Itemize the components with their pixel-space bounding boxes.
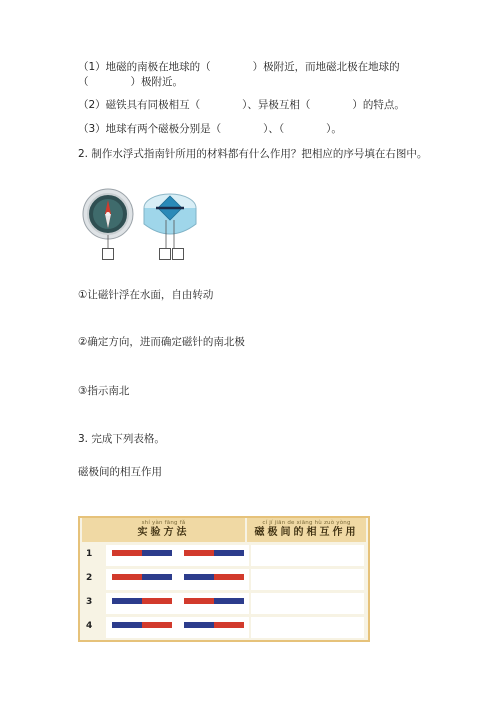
- q2-line: （2）磁铁具有同极相互（ ）、异极互相（ ）的特点。: [78, 99, 405, 111]
- magnet-bar: [112, 550, 172, 556]
- header-method-label: 实验方法: [137, 527, 190, 538]
- q3-line: （3）地球有两个磁极分别是（ ）、（ ）。: [78, 123, 342, 135]
- row-number: 3: [86, 597, 93, 607]
- answer-box-1[interactable]: [102, 248, 114, 260]
- method-cell: [106, 545, 249, 566]
- table-row: [84, 593, 368, 614]
- q1-line2: （ ）极附近。: [78, 76, 183, 88]
- compass-figure: [80, 186, 210, 262]
- option-3: ③指示南北: [78, 385, 130, 397]
- table-row: [84, 617, 368, 638]
- magnet-bar: [184, 622, 244, 628]
- result-cell[interactable]: [251, 593, 364, 614]
- result-cell[interactable]: [251, 569, 364, 590]
- magnet-bar: [184, 574, 244, 580]
- table-row: [84, 569, 368, 590]
- method-cell: [106, 569, 249, 590]
- magnet-bar: [184, 598, 244, 604]
- interaction-table: [78, 516, 370, 642]
- row-number: 1: [86, 549, 93, 559]
- row-number: 2: [86, 573, 93, 583]
- option-1: ①让磁针浮在水面，自由转动: [78, 289, 214, 301]
- option-2: ②确定方向，进而确定磁针的南北极: [78, 336, 245, 348]
- header-interaction-pinyin: cí jí jiān de xiāng hù zuò yòng: [262, 520, 351, 526]
- method-cell: [106, 593, 249, 614]
- result-cell[interactable]: [251, 617, 364, 638]
- row-number: 4: [86, 621, 93, 631]
- item3-title: 3. 完成下列表格。: [78, 433, 165, 445]
- answer-box-3[interactable]: [172, 248, 184, 260]
- table-row: [84, 545, 368, 566]
- q1-line1: （1）地磁的南极在地球的（ ）极附近，而地磁北极在地球的: [78, 61, 400, 73]
- magnet-bar: [112, 598, 172, 604]
- magnet-bar: [184, 550, 244, 556]
- header-interaction-label: 磁极间的相互作用: [254, 527, 359, 538]
- header-method-pinyin: shí yàn fāng fǎ: [141, 520, 186, 526]
- magnet-bar: [112, 622, 172, 628]
- table-caption: 磁极间的相互作用: [78, 466, 162, 478]
- result-cell[interactable]: [251, 545, 364, 566]
- magnet-bar: [112, 574, 172, 580]
- header-interaction: [247, 518, 366, 542]
- header-method: [82, 518, 245, 542]
- item2-title: 2. 制作水浮式指南针所用的材料都有什么作用？把相应的序号填在右图中。: [78, 148, 428, 160]
- method-cell: [106, 617, 249, 638]
- answer-box-2[interactable]: [159, 248, 171, 260]
